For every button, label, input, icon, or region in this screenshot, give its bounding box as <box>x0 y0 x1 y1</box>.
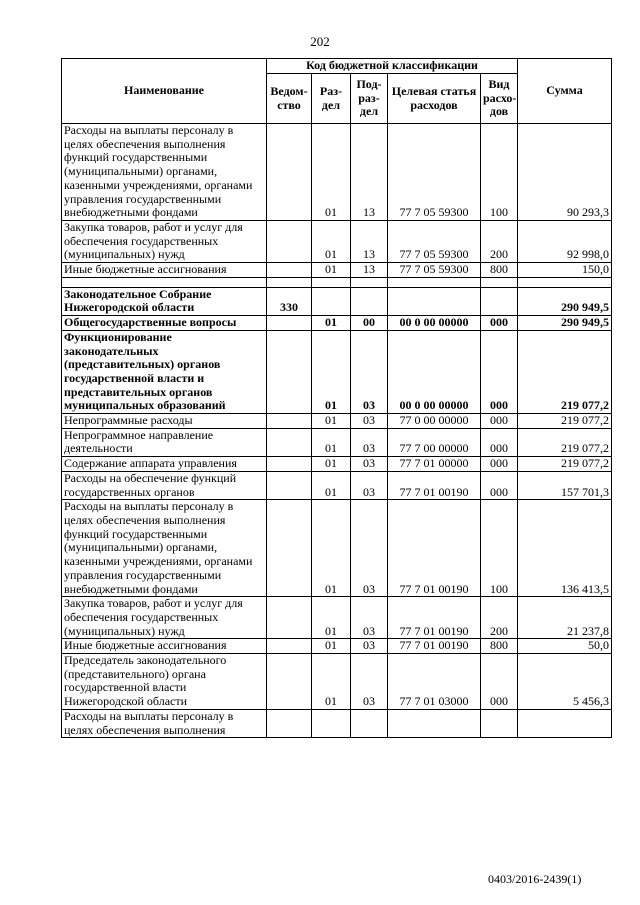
cell-name: Непрограммное направление деятельности <box>62 428 267 456</box>
cell-dept <box>267 316 312 331</box>
spacer-cell <box>481 277 518 287</box>
cell-target: 77 7 01 00190 <box>388 639 481 654</box>
cell-sub: 03 <box>351 428 388 456</box>
cell-target: 00 0 00 00000 <box>388 316 481 331</box>
table-row <box>62 654 612 710</box>
header-code-group: Код бюджетной классификации <box>267 59 518 74</box>
cell-type: 000 <box>481 316 518 331</box>
cell-name: Расходы на выплаты персоналу в целях обеспечения выполнения <box>62 709 267 737</box>
cell-name: Законодательное Собрание Нижегородской области <box>62 287 267 315</box>
cell-name: Закупка товаров, работ и услуг для обеспечения государственных (муниципальных) нужд <box>62 597 267 639</box>
cell-target: 77 7 01 03000 <box>388 654 481 710</box>
header-subsection: Под-раз-дел <box>351 74 388 124</box>
cell-sec: 01 <box>312 124 351 221</box>
header-name: Наименование <box>62 59 267 124</box>
cell-dept <box>267 124 312 221</box>
cell-sub <box>351 709 388 737</box>
table-row <box>62 428 612 456</box>
cell-type: 800 <box>481 639 518 654</box>
cell-dept <box>267 330 312 413</box>
budget-table <box>61 58 612 738</box>
cell-dept <box>267 220 312 262</box>
cell-target: 77 7 01 00190 <box>388 471 481 499</box>
header-sum: Сумма <box>518 59 612 124</box>
cell-dept <box>267 414 312 429</box>
cell-sec: 01 <box>312 654 351 710</box>
cell-sub: 03 <box>351 471 388 499</box>
cell-dept <box>267 639 312 654</box>
cell-sub: 03 <box>351 597 388 639</box>
cell-type: 200 <box>481 597 518 639</box>
page-number: 202 <box>310 34 330 49</box>
cell-sub <box>351 287 388 315</box>
cell-sum: 150,0 <box>518 263 612 278</box>
cell-sub: 03 <box>351 414 388 429</box>
cell-name: Закупка товаров, работ и услуг для обеспечения государственных (муниципальных) нужд <box>62 220 267 262</box>
cell-dept <box>267 471 312 499</box>
cell-type: 000 <box>481 654 518 710</box>
cell-type: 000 <box>481 428 518 456</box>
cell-sec: 01 <box>312 220 351 262</box>
cell-name: Непрограммные расходы <box>62 414 267 429</box>
cell-sec: 01 <box>312 500 351 597</box>
cell-sub: 13 <box>351 220 388 262</box>
cell-sec: 01 <box>312 263 351 278</box>
cell-sub: 03 <box>351 330 388 413</box>
cell-sum: 90 293,3 <box>518 124 612 221</box>
table-row <box>62 220 612 262</box>
spacer-row <box>62 277 612 287</box>
cell-sum: 21 237,8 <box>518 597 612 639</box>
cell-type: 200 <box>481 220 518 262</box>
cell-dept <box>267 457 312 472</box>
spacer-cell <box>62 277 267 287</box>
table-row <box>62 287 612 315</box>
cell-dept: 330 <box>267 287 312 315</box>
cell-sec <box>312 709 351 737</box>
cell-type: 000 <box>481 414 518 429</box>
spacer-cell <box>388 277 481 287</box>
cell-sec: 01 <box>312 414 351 429</box>
cell-sec: 01 <box>312 639 351 654</box>
cell-sub: 00 <box>351 316 388 331</box>
table-row <box>62 263 612 278</box>
table-row <box>62 316 612 331</box>
cell-sub: 03 <box>351 654 388 710</box>
cell-name: Расходы на выплаты персоналу в целях обеспечения выполнения функций государственными (муниципальными) органами, казенными учреждениями, органами управления государственными внебюджетными фондами <box>62 500 267 597</box>
cell-target: 77 7 05 59300 <box>388 220 481 262</box>
table-row <box>62 330 612 413</box>
cell-type: 100 <box>481 124 518 221</box>
cell-type: 000 <box>481 471 518 499</box>
cell-sum: 219 077,2 <box>518 414 612 429</box>
cell-dept <box>267 709 312 737</box>
cell-sum: 50,0 <box>518 639 612 654</box>
table-row <box>62 500 612 597</box>
cell-name: Общегосударственные вопросы <box>62 316 267 331</box>
cell-target: 77 7 05 59300 <box>388 124 481 221</box>
cell-sub: 03 <box>351 500 388 597</box>
cell-type: 000 <box>481 330 518 413</box>
table-row <box>62 709 612 737</box>
cell-sum: 290 949,5 <box>518 287 612 315</box>
cell-target <box>388 709 481 737</box>
cell-dept <box>267 654 312 710</box>
spacer-cell <box>312 277 351 287</box>
header-target: Целевая статья расходов <box>388 74 481 124</box>
cell-name: Иные бюджетные ассигнования <box>62 263 267 278</box>
table-row <box>62 597 612 639</box>
cell-sec <box>312 287 351 315</box>
cell-sub: 03 <box>351 639 388 654</box>
cell-sec: 01 <box>312 471 351 499</box>
cell-sum: 92 998,0 <box>518 220 612 262</box>
spacer-cell <box>518 277 612 287</box>
cell-sum: 219 077,2 <box>518 330 612 413</box>
cell-target: 00 0 00 00000 <box>388 330 481 413</box>
table-row <box>62 457 612 472</box>
cell-sec: 01 <box>312 597 351 639</box>
cell-sum <box>518 709 612 737</box>
cell-target: 77 7 01 00000 <box>388 457 481 472</box>
spacer-cell <box>351 277 388 287</box>
header-type: Вид расхо-дов <box>481 74 518 124</box>
cell-name: Председатель законодательного (представительного) органа государственной власти Нижегородской области <box>62 654 267 710</box>
table-row <box>62 414 612 429</box>
cell-dept <box>267 428 312 456</box>
cell-target: 77 7 00 00000 <box>388 428 481 456</box>
cell-sum: 219 077,2 <box>518 428 612 456</box>
header-section: Раз-дел <box>312 74 351 124</box>
table-row <box>62 471 612 499</box>
cell-sum: 219 077,2 <box>518 457 612 472</box>
cell-sum: 290 949,5 <box>518 316 612 331</box>
cell-sum: 157 701,3 <box>518 471 612 499</box>
cell-type <box>481 709 518 737</box>
cell-dept <box>267 263 312 278</box>
table-row <box>62 639 612 654</box>
cell-name: Функционирование законодательных (представительных) органов государственной власти и представительных органов муниципальных образований <box>62 330 267 413</box>
table-row <box>62 124 612 221</box>
cell-name: Расходы на обеспечение функций государственных органов <box>62 471 267 499</box>
cell-target <box>388 287 481 315</box>
cell-sec: 01 <box>312 330 351 413</box>
cell-target: 77 7 05 59300 <box>388 263 481 278</box>
cell-name: Иные бюджетные ассигнования <box>62 639 267 654</box>
cell-sum: 5 456,3 <box>518 654 612 710</box>
cell-name: Содержание аппарата управления <box>62 457 267 472</box>
cell-target: 77 7 01 00190 <box>388 500 481 597</box>
cell-sub: 13 <box>351 124 388 221</box>
cell-name: Расходы на выплаты персоналу в целях обеспечения выполнения функций государственными (муниципальными) органами, казенными учреждениями, органами управления государственными внебюджетными фондами <box>62 124 267 221</box>
spacer-cell <box>267 277 312 287</box>
cell-type: 800 <box>481 263 518 278</box>
cell-dept <box>267 500 312 597</box>
cell-dept <box>267 597 312 639</box>
cell-sub: 03 <box>351 457 388 472</box>
cell-sub: 13 <box>351 263 388 278</box>
cell-sum: 136 413,5 <box>518 500 612 597</box>
cell-type: 100 <box>481 500 518 597</box>
cell-sec: 01 <box>312 316 351 331</box>
cell-target: 77 0 00 00000 <box>388 414 481 429</box>
cell-sec: 01 <box>312 457 351 472</box>
cell-type: 000 <box>481 457 518 472</box>
cell-sec: 01 <box>312 428 351 456</box>
cell-type <box>481 287 518 315</box>
cell-target: 77 7 01 00190 <box>388 597 481 639</box>
document-code: 0403/2016-2439(1) <box>488 872 582 886</box>
header-dept: Ведом-ство <box>267 74 312 124</box>
